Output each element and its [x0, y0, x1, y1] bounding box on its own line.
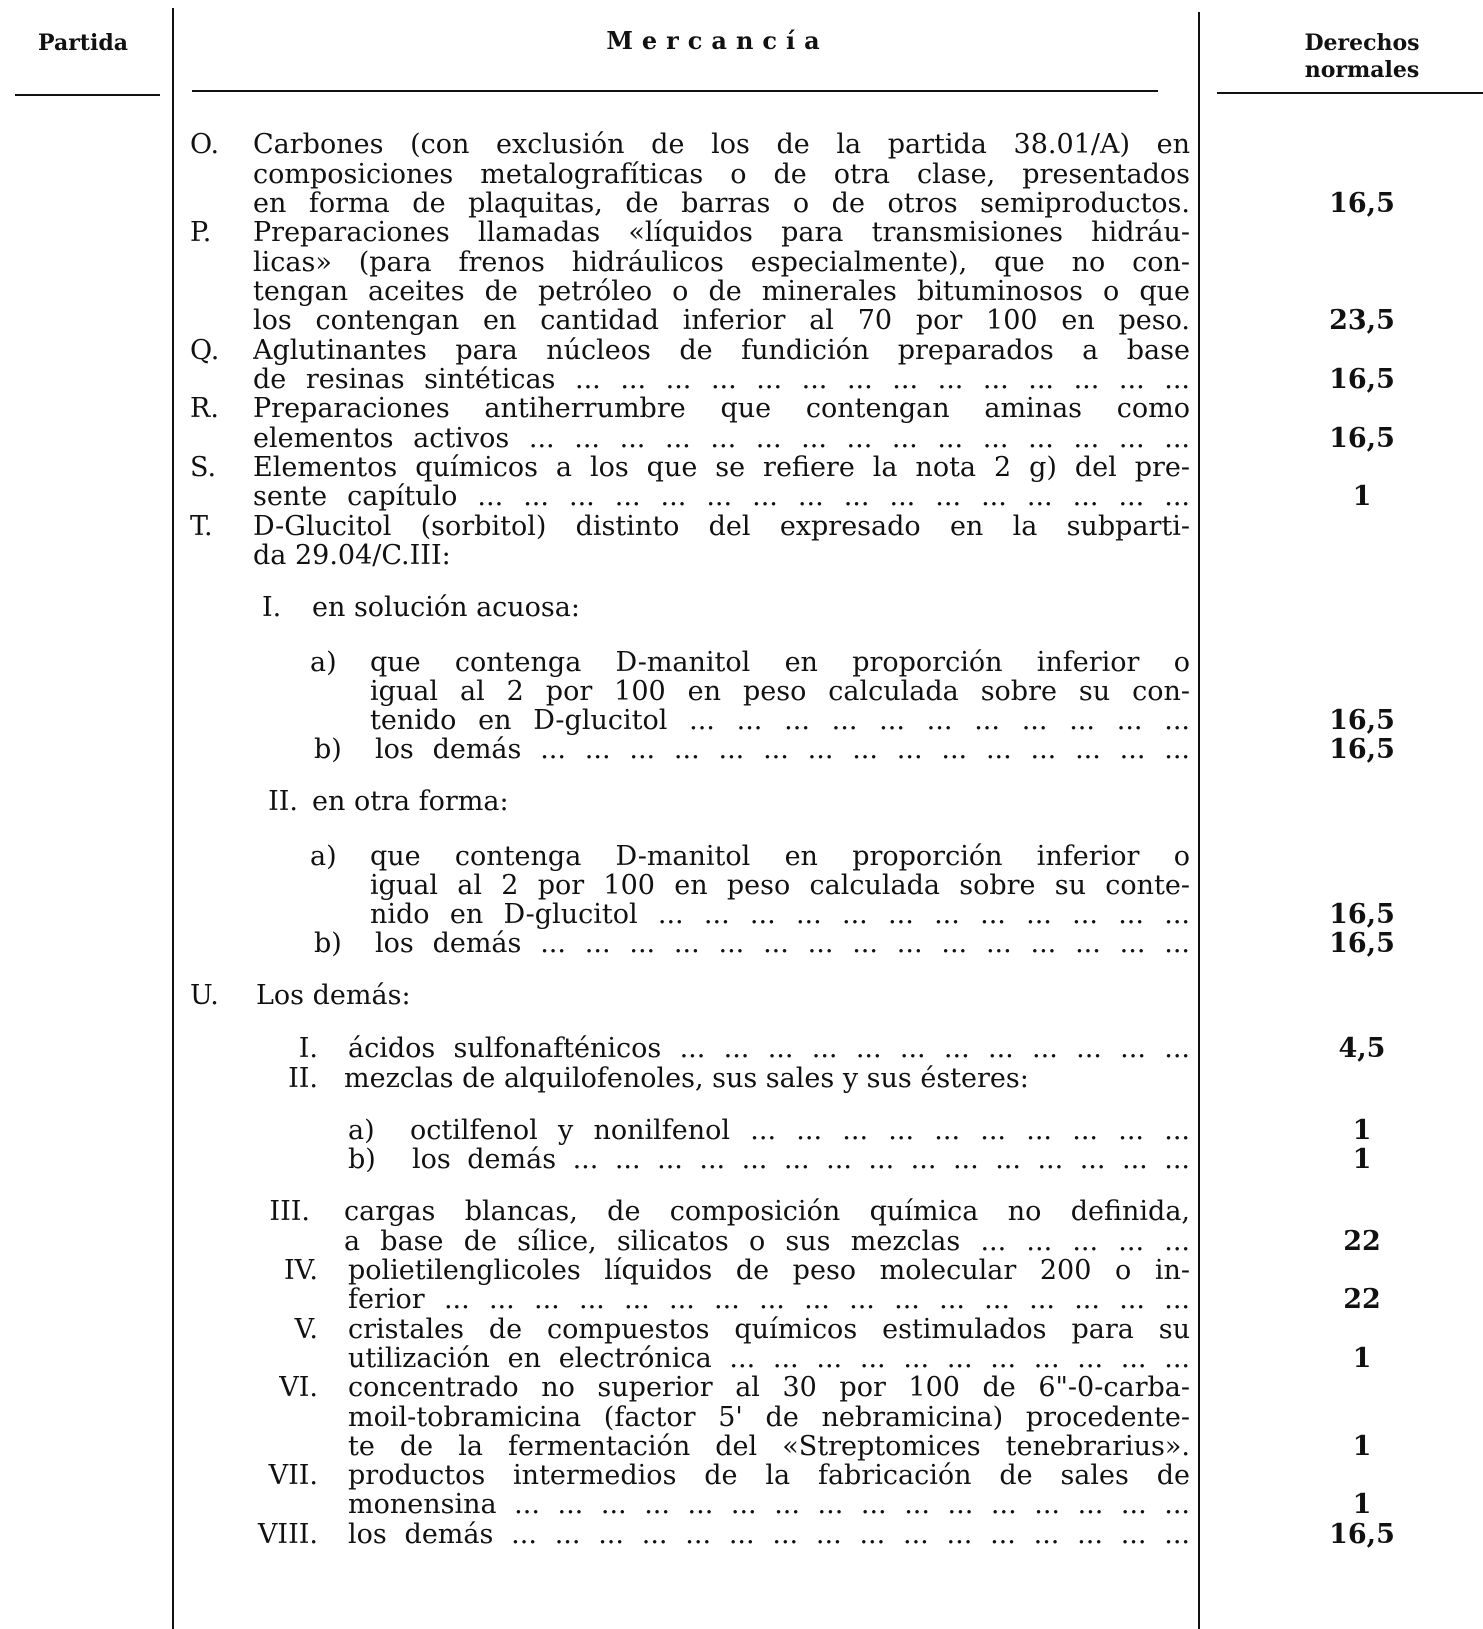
item-description: nido en D-glucitol ... ... ... ... ... ... ... ... ... ... ... ...	[370, 900, 1190, 930]
item-description: Preparaciones llamadas «líquidos para transmisiones hidráu-	[253, 218, 1190, 248]
item-marker: Q.	[190, 335, 220, 366]
item-marker: T.	[190, 511, 213, 542]
item-description: los demás ... ... ... ... ... ... ... ... ... ... ... ... ... ... ...	[375, 735, 1190, 765]
duty-value: 1	[1352, 1431, 1372, 1462]
item-description: productos intermedios de la fabricación de sales de	[348, 1461, 1190, 1491]
duty-value: 16,5	[1329, 705, 1395, 736]
item-marker: b)	[348, 1144, 376, 1175]
derechos-line-2: normales	[1304, 57, 1420, 83]
item-marker: R.	[190, 393, 219, 424]
item-marker: IV.	[283, 1255, 318, 1286]
item-marker: U.	[190, 980, 219, 1011]
item-description: que contenga D-manitol en proporción inferior o	[370, 842, 1190, 872]
duty-value: 23,5	[1329, 305, 1395, 336]
item-description: en forma de plaquitas, de barras o de otros semiproductos.	[253, 189, 1190, 219]
item-description: a base de sílice, silicatos o sus mezclas ... ... ... ... ...	[344, 1227, 1190, 1257]
item-description: en solución acuosa:	[312, 593, 580, 623]
derechos-header-rule	[1217, 92, 1483, 94]
item-description: ácidos sulfonafténicos ... ... ... ... ... ... ... ... ... ... ... ...	[348, 1034, 1190, 1064]
item-marker: III.	[269, 1196, 310, 1227]
partida-header-rule	[15, 94, 160, 96]
item-marker: VIII.	[257, 1519, 318, 1550]
item-marker: VI.	[279, 1372, 318, 1403]
item-description: cristales de compuestos químicos estimulados para su	[348, 1315, 1190, 1345]
item-description: de resinas sintéticas ... ... ... ... ... ... ... ... ... ... ... ... ... ...	[253, 365, 1190, 395]
item-description: elementos activos ... ... ... ... ... ... ... ... ... ... ... ... ... ... ...	[253, 424, 1190, 454]
column-divider-left	[172, 8, 174, 1629]
item-description: concentrado no superior al 30 por 100 de 6"-0-carba-	[348, 1373, 1190, 1403]
item-description: los demás ... ... ... ... ... ... ... ... ... ... ... ... ... ... ...	[412, 1145, 1190, 1175]
duty-value: 16,5	[1329, 423, 1395, 454]
item-description: Preparaciones antiherrumbre que contengan aminas como	[253, 394, 1190, 424]
item-marker: VII.	[268, 1460, 318, 1491]
item-description: licas» (para frenos hidráulicos especialmente), que no con-	[253, 248, 1190, 278]
item-description: los contengan en cantidad inferior al 70 por 100 en peso.	[253, 306, 1190, 336]
duty-value: 16,5	[1329, 928, 1395, 959]
duty-value: 1	[1352, 481, 1372, 512]
item-description: cargas blancas, de composición química no definida,	[344, 1197, 1190, 1227]
item-description: tenido en D-glucitol ... ... ... ... ... ... ... ... ... ... ...	[370, 706, 1190, 736]
item-description: igual al 2 por 100 en peso calculada sobre su conte-	[370, 871, 1190, 901]
item-description: octilfenol y nonilfenol ... ... ... ... ... ... ... ... ... ...	[410, 1116, 1190, 1146]
item-description: Carbones (con exclusión de los de la partida 38.01/A) en	[253, 130, 1190, 160]
column-header-derechos	[1262, 30, 1462, 84]
duty-value: 16,5	[1329, 364, 1395, 395]
item-description: Los demás:	[256, 981, 411, 1011]
item-description: que contenga D-manitol en proporción inferior o	[370, 648, 1190, 678]
item-description: da 29.04/C.III:	[253, 541, 451, 571]
item-description: moil-tobramicina (factor 5' de nebramicina) procedente-	[348, 1403, 1190, 1433]
item-marker: II.	[268, 786, 298, 817]
derechos-line-1: Derechos	[1304, 30, 1420, 56]
item-description: mezclas de alquilofenoles, sus sales y sus ésteres:	[344, 1064, 1029, 1094]
item-description: D-Glucitol (sorbitol) distinto del expresado en la subparti-	[253, 512, 1190, 542]
item-marker: I.	[262, 592, 282, 623]
duty-value: 4,5	[1338, 1033, 1386, 1064]
item-marker: O.	[190, 129, 220, 160]
item-description: ferior ... ... ... ... ... ... ... ... ... ... ... ... ... ... ... ... ...	[348, 1285, 1190, 1315]
item-marker: a)	[348, 1115, 375, 1146]
item-description: Elementos químicos a los que se refiere la nota 2 g) del pre-	[253, 453, 1190, 483]
item-description: los demás ... ... ... ... ... ... ... ... ... ... ... ... ... ... ... ...	[348, 1520, 1190, 1550]
item-marker: a)	[310, 841, 337, 872]
item-description: composiciones metalografíticas o de otra clase, presentados	[253, 160, 1190, 190]
item-description: igual al 2 por 100 en peso calculada sobre su con-	[370, 677, 1190, 707]
duty-value: 1	[1352, 1343, 1372, 1374]
item-description: Aglutinantes para núcleos de fundición preparados a base	[253, 336, 1190, 366]
duty-value: 1	[1352, 1144, 1372, 1175]
duty-value: 16,5	[1329, 734, 1395, 765]
column-header-mercancia: Mercancía	[606, 26, 829, 55]
item-marker: b)	[314, 734, 342, 765]
item-marker: P.	[190, 217, 212, 248]
column-header-partida: Partida	[38, 30, 128, 56]
duty-value: 16,5	[1329, 899, 1395, 930]
item-marker: S.	[190, 452, 217, 483]
duty-value: 1	[1352, 1115, 1372, 1146]
item-description: polietilenglicoles líquidos de peso molecular 200 o in-	[348, 1256, 1190, 1286]
item-description: monensina ... ... ... ... ... ... ... ... ... ... ... ... ... ... ... ...	[348, 1490, 1190, 1520]
item-description: tengan aceites de petróleo o de minerales bituminosos o que	[253, 277, 1190, 307]
column-divider-right	[1198, 12, 1200, 1629]
item-marker: V.	[294, 1314, 318, 1345]
item-marker: b)	[314, 928, 342, 959]
duty-value: 16,5	[1329, 188, 1395, 219]
duty-value: 1	[1352, 1489, 1372, 1520]
item-description: en otra forma:	[312, 787, 509, 817]
mercancia-header-rule	[192, 90, 1158, 92]
item-description: utilización en electrónica ... ... ... ... ... ... ... ... ... ... ...	[348, 1344, 1190, 1374]
item-marker: II.	[288, 1063, 318, 1094]
item-description: te de la fermentación del «Streptomices tenebrarius».	[348, 1432, 1190, 1462]
item-marker: a)	[310, 647, 337, 678]
item-marker: I.	[298, 1033, 318, 1064]
duty-value: 16,5	[1329, 1519, 1395, 1550]
item-description: sente capítulo ... ... ... ... ... ... ... ... ... ... ... ... ... ... ... ...	[253, 482, 1190, 512]
duty-value: 22	[1343, 1226, 1381, 1257]
duty-value: 22	[1343, 1284, 1381, 1315]
item-description: los demás ... ... ... ... ... ... ... ... ... ... ... ... ... ... ...	[375, 929, 1190, 959]
